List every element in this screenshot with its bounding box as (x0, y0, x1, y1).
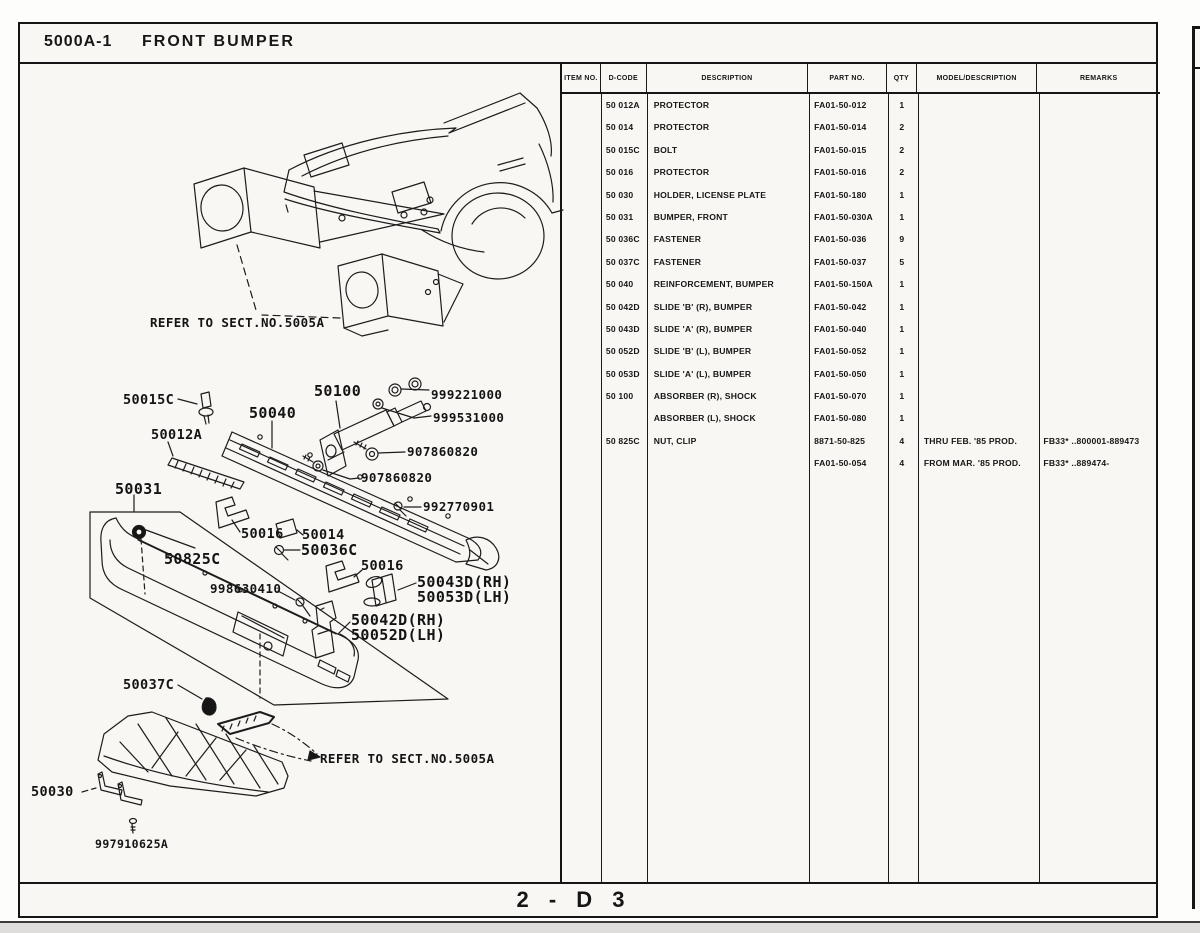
table-header-cell: PART NO. (808, 64, 887, 92)
table-cell (1037, 340, 1160, 362)
table-header-cell: REMARKS (1079, 74, 1118, 82)
table-cell (562, 340, 601, 362)
column-divider (1039, 94, 1040, 884)
table-cell (562, 251, 601, 273)
table-cell: FA01-50-014 (814, 122, 867, 133)
table-cell: 50 043D (605, 323, 640, 334)
arrowhead (308, 751, 320, 760)
slide-bracket-50043D (372, 574, 396, 606)
table-cell (562, 94, 601, 116)
table-cell (917, 94, 1038, 116)
table-cell (1037, 94, 1160, 116)
table-cell (562, 184, 601, 206)
table-row (562, 251, 1160, 273)
part-label-50030: 50030 (31, 784, 74, 800)
under-cover (98, 712, 320, 796)
table-cell: 50 042D (605, 301, 640, 312)
page-number: 2 - D 3 (516, 887, 632, 912)
table-cell: FA01-50-016 (814, 167, 867, 178)
part-label-999531000: 999531000 (433, 410, 505, 425)
table-row (562, 116, 1160, 138)
part-label-997910625A: 997910625A (95, 837, 169, 851)
table-cell (917, 407, 1038, 429)
table-cell: FA01-50-030A (814, 211, 873, 222)
leader-50100 (336, 401, 340, 428)
table-cell: NUT, CLIP (653, 435, 697, 446)
clip-50037C (202, 698, 216, 715)
part-label-50043D-RH: 50043D(RH) (417, 573, 512, 591)
table-cell (562, 452, 601, 474)
table-cell: 1 (899, 279, 905, 290)
table-cell: 2 (899, 144, 905, 155)
column-divider (601, 94, 602, 884)
table-cell: 50 012A (605, 100, 640, 110)
main-page (18, 22, 1158, 918)
part-label-907860820-lower: 907860820 (361, 470, 433, 485)
part-label-50016-left: 50016 (241, 526, 284, 542)
table-row (562, 318, 1160, 340)
table-cell: 50 053D (605, 368, 640, 379)
footer-band (20, 882, 1156, 918)
table-cell: 50 016 (605, 167, 634, 178)
table-cell (1037, 139, 1160, 161)
table-cell: PROTECTOR (653, 167, 710, 178)
adjacent-page-edge (1192, 26, 1200, 909)
table-row (562, 139, 1160, 161)
table-cell: 50 100 (605, 391, 634, 402)
table-cell: 50 825C (605, 435, 640, 446)
parts-table (560, 64, 1160, 884)
table-cell: FA01-50-042 (814, 301, 867, 312)
license-holder-50030 (98, 772, 142, 805)
title-band (20, 24, 1156, 64)
table-cell: PROTECTOR (653, 122, 710, 133)
table-cell (562, 139, 601, 161)
table-cell: 1 (899, 323, 905, 334)
table-cell (1037, 116, 1160, 138)
table-row (562, 385, 1160, 407)
table-cell: FA01-50-012 (814, 100, 867, 110)
table-cell: PROTECTOR (653, 100, 710, 110)
part-label-50825C: 50825C (164, 550, 221, 568)
table-cell: 1 (899, 346, 905, 357)
table-cell: ABSORBER (L), SHOCK (653, 413, 756, 424)
table-cell: 1 (899, 391, 905, 402)
table-row (562, 452, 1160, 474)
table-cell (917, 206, 1038, 228)
table-cell (562, 407, 601, 429)
table-row (562, 273, 1160, 295)
column-divider (888, 94, 889, 884)
table-header-cell: QTY (887, 64, 917, 92)
part-label-50031: 50031 (115, 480, 163, 498)
table-cell: SLIDE 'A' (L), BUMPER (653, 368, 752, 379)
table-header-cell: D-CODE (601, 64, 647, 92)
table-cell (1037, 407, 1160, 429)
table-cell: 5 (899, 256, 905, 267)
table-row (562, 228, 1160, 250)
table-cell (917, 116, 1038, 138)
part-label-50042D-RH: 50042D(RH) (351, 611, 446, 629)
table-cell: FA01-50-150A (814, 279, 873, 290)
table-header-cell: ITEM NO. (562, 64, 601, 92)
table-row (562, 407, 1160, 429)
protector-strip-50012A (168, 458, 244, 489)
table-cell (917, 296, 1038, 318)
table-cell: FASTENER (653, 234, 702, 245)
table-cell (562, 363, 601, 385)
table-cell (1037, 385, 1160, 407)
car-sketch (284, 93, 563, 279)
table-cell (562, 385, 601, 407)
table-cell: FA01-50-180 (814, 189, 867, 200)
part-label-refer-note-top: REFER TO SECT.NO.5005A (150, 315, 325, 330)
table-cell (917, 161, 1038, 183)
table-cell (1037, 251, 1160, 273)
part-label-999221000: 999221000 (431, 387, 503, 402)
column-divider (809, 94, 810, 884)
bolt-50015C (201, 392, 211, 408)
table-cell (917, 251, 1038, 273)
table-cell: FROM MAR. '85 PROD. (923, 458, 1021, 469)
table-cell (917, 139, 1038, 161)
scan-background-strip (0, 923, 1200, 933)
table-cell: 9 (899, 234, 905, 245)
table-cell (647, 452, 808, 474)
table-cell: 4 (899, 458, 905, 469)
table-cell (1037, 318, 1160, 340)
table-cell: FB33* ..889474- (1043, 458, 1110, 469)
part-label-992770901: 992770901 (423, 499, 495, 514)
part-label-50037C: 50037C (123, 677, 175, 693)
table-cell: 1 (899, 301, 905, 312)
bottom-parts (82, 685, 216, 833)
table-cell (1037, 206, 1160, 228)
table-row (562, 161, 1160, 183)
table-cell: FA01-50-070 (814, 391, 867, 402)
table-cell: FB33* ..800001-889473 (1043, 435, 1140, 446)
table-row (562, 184, 1160, 206)
adjacent-page-rule (1195, 67, 1200, 69)
refer-dashed-lines-top (237, 245, 340, 318)
table-cell: FA01-50-037 (814, 256, 867, 267)
table-row (562, 206, 1160, 228)
table-cell (562, 116, 601, 138)
table-cell (917, 385, 1038, 407)
table-cell: BUMPER, FRONT (653, 211, 728, 222)
table-cell (562, 318, 601, 340)
table-cell: 50 030 (605, 189, 634, 200)
table-cell: 1 (899, 368, 905, 379)
table-cell (1037, 273, 1160, 295)
part-label-50100: 50100 (314, 382, 362, 400)
table-row (562, 363, 1160, 385)
table-cell (917, 318, 1038, 340)
table-cell: FA01-50-040 (814, 323, 867, 334)
table-cell: ABSORBER (R), SHOCK (653, 391, 757, 402)
table-cell (1037, 228, 1160, 250)
page-title: FRONT BUMPER (142, 33, 295, 50)
table-cell: FA01-50-054 (814, 458, 867, 469)
slide-bracket-50042D (312, 601, 336, 658)
table-cell: 1 (899, 413, 905, 424)
table-cell: 50 036C (605, 234, 640, 245)
table-cell (1037, 363, 1160, 385)
part-label-998630410: 998630410 (210, 581, 282, 596)
part-label-50015C: 50015C (123, 392, 175, 408)
table-header-cell: MODEL/DESCRIPTION (917, 64, 1038, 92)
table-cell: 8871-50-825 (814, 435, 866, 446)
table-header-row (562, 64, 1160, 94)
table-cell (917, 184, 1038, 206)
table-cell: SLIDE 'B' (L), BUMPER (653, 346, 752, 357)
table-cell (1037, 184, 1160, 206)
table-row (562, 430, 1160, 452)
part-label-50016-right: 50016 (361, 558, 404, 574)
clip-strip (218, 712, 274, 734)
table-cell (917, 363, 1038, 385)
part-label-907860820-upper: 907860820 (407, 444, 479, 459)
table-cell (562, 161, 601, 183)
table-cell: FA01-50-015 (814, 144, 867, 155)
table-cell (562, 273, 601, 295)
table-cell: 1 (899, 100, 905, 110)
table-cell: THRU FEB. '85 PROD. (923, 435, 1018, 446)
table-cell (917, 273, 1038, 295)
part-label-50012A: 50012A (151, 427, 203, 443)
section-code: 5000A-1 (44, 33, 113, 50)
table-cell (917, 228, 1038, 250)
table-row (562, 340, 1160, 362)
fasteners-top (168, 378, 431, 516)
column-divider (918, 94, 919, 884)
table-cell: 50 031 (605, 211, 634, 222)
column-divider (647, 94, 648, 884)
screw-997910625A (130, 819, 137, 824)
table-cell (562, 296, 601, 318)
grommet-50825C (133, 526, 146, 539)
part-label-50052D-LH: 50052D(LH) (351, 626, 446, 644)
table-cell (1037, 161, 1160, 183)
table-cell: BOLT (653, 144, 678, 155)
table-cell: 50 040 (605, 279, 634, 290)
table-cell: 1 (899, 211, 905, 222)
part-label-50040: 50040 (249, 404, 297, 422)
part-label-50014: 50014 (302, 527, 345, 543)
table-cell: 2 (899, 167, 905, 178)
table-cell: REINFORCEMENT, BUMPER (653, 279, 774, 290)
table-cell: FA01-50-052 (814, 346, 867, 357)
table-cell (601, 407, 647, 429)
screw-998630410 (278, 591, 310, 616)
table-header-cell: DESCRIPTION (647, 64, 808, 92)
table-cell: 50 052D (605, 346, 640, 357)
table-body (562, 94, 1160, 884)
table-cell: SLIDE 'B' (R), BUMPER (653, 301, 753, 312)
table-cell: SLIDE 'A' (R), BUMPER (653, 323, 753, 334)
table-cell (917, 340, 1038, 362)
table-cell: FASTENER (653, 256, 702, 267)
table-cell (562, 206, 601, 228)
table-cell: 1 (899, 189, 905, 200)
table-cell: 2 (899, 122, 905, 133)
table-cell: 4 (899, 435, 905, 446)
table-row (562, 296, 1160, 318)
table-cell: HOLDER, LICENSE PLATE (653, 189, 767, 200)
table-cell: FA01-50-036 (814, 234, 867, 245)
part-label-refer-note-bottom: REFER TO SECT.NO.5005A (320, 751, 495, 766)
part-label-50036C: 50036C (301, 541, 358, 559)
table-cell: 50 014 (605, 122, 634, 133)
table-cell: FA01-50-050 (814, 368, 867, 379)
table-cell: FA01-50-080 (814, 413, 867, 424)
table-cell (562, 430, 601, 452)
table-cell (601, 452, 647, 474)
shock-absorber (320, 401, 431, 476)
table-cell (562, 228, 601, 250)
mounting-bracket-right (338, 254, 463, 336)
table-cell: 50 037C (605, 256, 640, 267)
table-cell (1037, 296, 1160, 318)
table-row (562, 94, 1160, 116)
part-label-50053D-LH: 50053D(LH) (417, 588, 512, 606)
mounting-bracket-left (194, 168, 444, 248)
table-cell: 50 015C (605, 144, 640, 155)
